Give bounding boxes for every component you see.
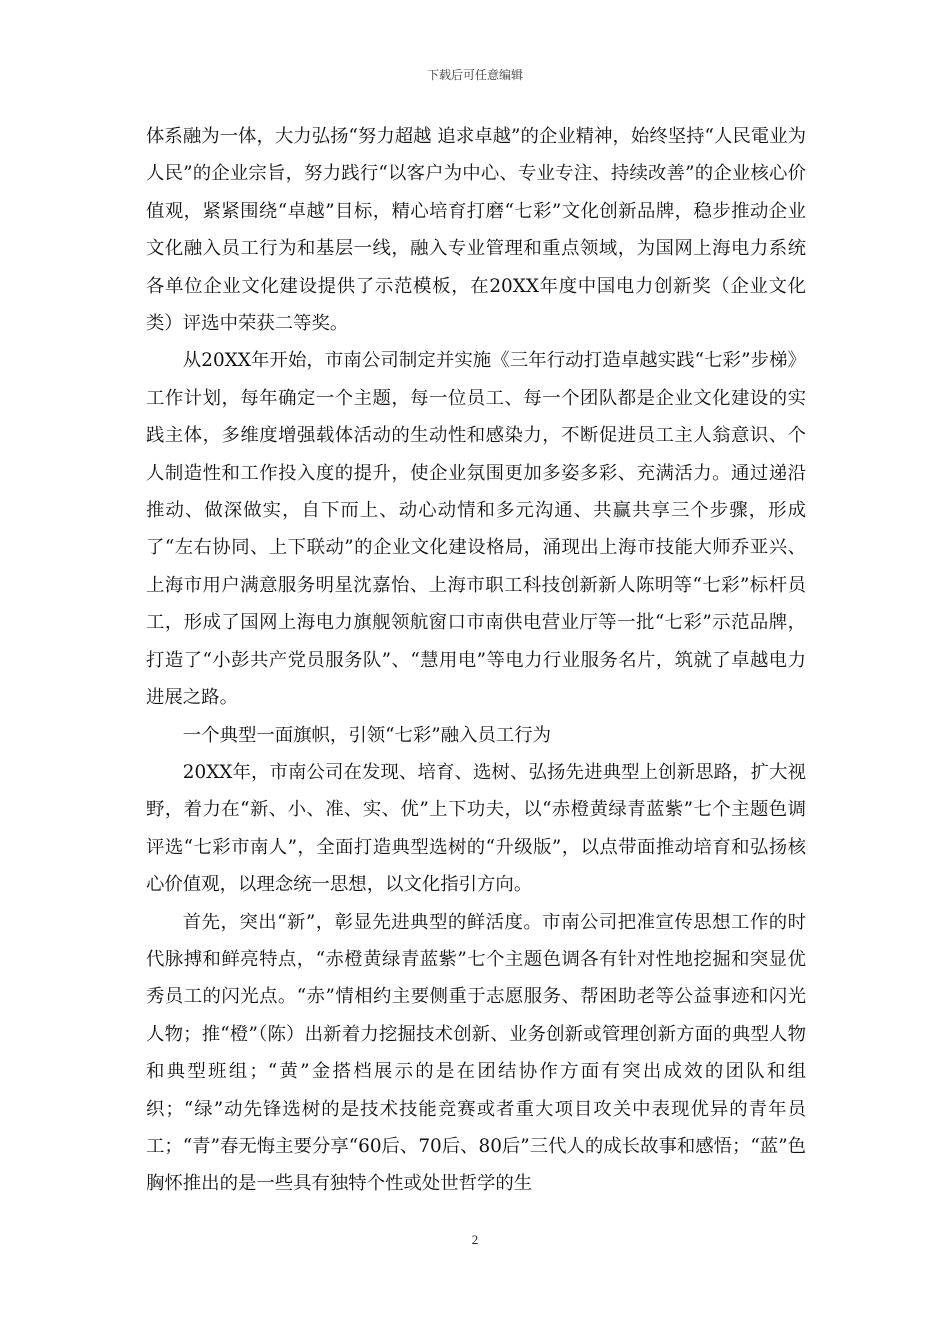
paragraph: 从20XX年开始，市南公司制定并实施《三年行动打造卓越实践“七彩”步梯》工作计划，每年确定一个主题，每一位员工、每一个团队都是企业文化建设的实践主体，多维度增强载体活动的生动性和感染力，不断促进员工主人翁意识、个人制造性和工作投入度的提升，使企业氛围更加多姿多彩、充满活力。通过递沿推动、做深做实，自下而上、动心动情和多元沟通、共赢共享三个步骤，形成了“左右协同、上下联动”的企业文化建设格局，涌现出上海市技能大师乔亚兴、上海市用户满意服务明星沈嘉怡、上海市职工科技创新新人陈明等“七彩”标杆员工，形成了国网上海电力旗舰领航窗口市南供电营业厅等一批“七彩”示范品牌，打造了“小彭共产党员服务队”、“慧用电”等电力行业服务名片，筑就了卓越电力进展之路。 bbox=[146, 350, 806, 709]
page-number: 2 bbox=[471, 1232, 479, 1247]
page-header: 下载后可任意编辑 bbox=[426, 68, 523, 82]
section-heading: 一个典型一面旗帜，引领“七彩”融入员工行为 bbox=[182, 724, 552, 746]
paragraph: 首先，突出“新”，彰显先进典型的鲜活度。市南公司把准宣传思想工作的时代脉搏和鲜亮特点，“赤橙黄绿青蓝紫”七个主题色调各有针对性地挖掘和突显优秀员工的闪光点。“赤”情相约主要侧重于志愿服务、帮困助老等公益事迹和闪光人物；推“橙”（陈）出新着力挖掘技术创新、业务创新或管理创新方面的典型人物和典型班组；“黄”金搭档展示的是在团结协作方面有突出成效的团队和组织；“绿”动先锋选树的是技术技能竞赛或者重大项目攻关中表现优异的青年员工；“青”春无悔主要分享“60后、70后、80后”三代人的成长故事和感悟；“蓝”色胸怀推出的是一些具有独特个性或处世哲学的生 bbox=[146, 911, 806, 1195]
paragraph: 20XX年，市南公司在发现、培育、选树、弘扬先进典型上创新思路，扩大视野，着力在“新、小、准、实、优”上下功夫，以“赤橙黄绿青蓝紫”七个主题色调评选“七彩市南人”，全面打造典型选树的“升级版”，以点带面推动培育和弘扬核心价值观，以理念统一思想，以文化指引方向。 bbox=[146, 761, 806, 896]
document-body bbox=[146, 118, 806, 1203]
paragraph-continued: 体系融为一体，大力弘扬“努力超越 追求卓越”的企业精神，始终坚持“人民電业为人民”的企业宗旨，努力践行“以客户为中心、专业专注、持续改善”的企业核心价值观，紧紧围绕“卓越”目标，精心培育打磨“七彩”文化创新品牌，稳步推动企业文化融入员工行为和基层一线，融入专业管理和重点领域，为国网上海电力系统各单位企业文化建设提供了示范模板，在20XX年度中国电力创新奖（企业文化类）评选中荣获二等奖。 bbox=[146, 126, 806, 335]
